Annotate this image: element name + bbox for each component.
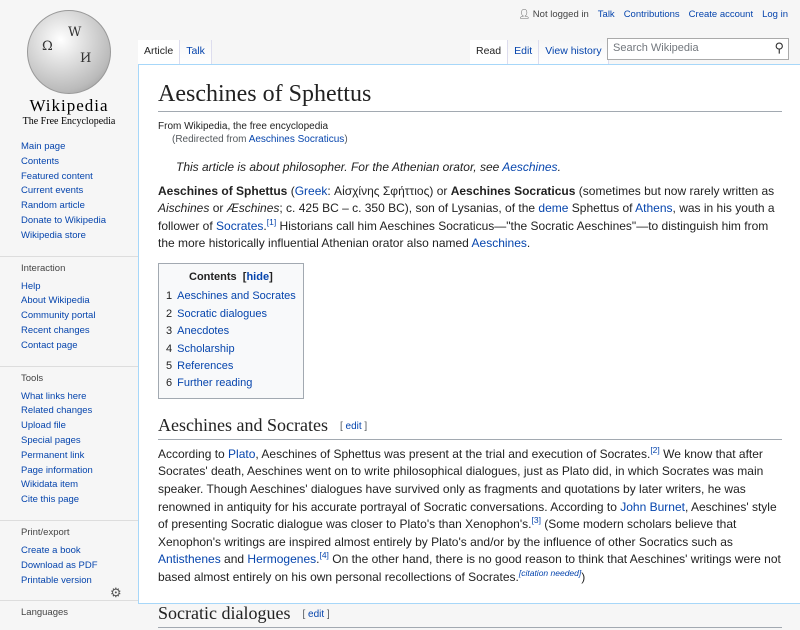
sidebar-item-cite-this-page[interactable]: Cite this page (21, 494, 80, 506)
bold-text: Aeschines Socraticus (450, 183, 576, 198)
intro-paragraph (158, 183, 782, 253)
sidebar-item-permanent-link[interactable]: Permanent link (21, 449, 85, 461)
text: ; c. 425 BC – c. 350 BC), son of Lysanias, of the (279, 201, 539, 216)
talk-link[interactable]: Talk (597, 9, 615, 20)
hatnote (158, 159, 782, 177)
wiki-link[interactable]: Greek (294, 183, 328, 198)
toc-number: 4 (166, 342, 173, 355)
article-content (138, 64, 800, 623)
wikipedia-logo[interactable] (10, 6, 128, 127)
section-heading: Socratic dialogues [ edit ] (158, 601, 782, 628)
wiki-link[interactable]: Plato (228, 446, 256, 461)
section-edit-link[interactable]: edit (308, 608, 325, 620)
text: On the other hand, there is no good reason to think that Aeschines' writings were not based almost entirely on his own personal recollections of Socrates. (158, 552, 781, 584)
wiki-link[interactable]: Athens (635, 201, 673, 216)
sidebar-item-community-portal[interactable]: Community portal (21, 310, 96, 322)
text: Historians call him Aeschines Socraticus—"the Socratic Aeschines"—to distinguish him from the more historically influential Athenian orator also named (158, 218, 769, 251)
globe-icon: Ω W И (27, 10, 111, 94)
text: ) (581, 569, 586, 584)
sidebar-item-create-a-book[interactable]: Create a book (21, 544, 81, 556)
sidebar-item-upload-file[interactable]: Upload file (21, 420, 66, 432)
text: We know that after Socrates' death, Aeschines went on to write philosophical dialogues, just as Plato did, in which Socrates was main speaker. Though Aeschines' dialogues have survived only as fragments and quotations by later writers, he was renowned in antiquity for his accurate portrayal of Socratic conversations. According to (158, 446, 764, 514)
italic-text: Æschines (226, 201, 280, 216)
text: . (526, 236, 531, 251)
sidebar-item-wikidata-item[interactable]: Wikidata item (21, 479, 79, 491)
citation-needed-link[interactable]: [citation needed] (518, 567, 582, 578)
toc-item[interactable] (166, 323, 296, 340)
reference-link[interactable]: [4] (319, 550, 329, 561)
text: , Aeschines of Sphettus was present at the trial and execution of Socrates. (255, 446, 651, 461)
sidebar-item-about-wikipedia[interactable]: About Wikipedia (21, 295, 90, 307)
wiki-link[interactable]: Antisthenes (158, 552, 221, 567)
sidebar-item-main-page[interactable]: Main page (21, 141, 66, 152)
text: or (209, 201, 227, 216)
section-paragraph (158, 446, 782, 587)
section-edit-link[interactable]: edit (345, 420, 362, 432)
toc-hide-toggle[interactable]: hide (246, 270, 270, 283)
personal-tools (518, 9, 788, 20)
page-title: Aeschines of Sphettus (158, 79, 782, 112)
sidebar-item-recent-changes[interactable]: Recent changes (21, 324, 90, 336)
gear-icon[interactable]: ⚙ (110, 585, 122, 600)
toc-link[interactable]: Socratic dialogues (177, 307, 268, 320)
text: . (263, 218, 267, 233)
text: , was in his youth a follower of (158, 201, 775, 233)
sidebar-item-wikipedia-store[interactable]: Wikipedia store (21, 229, 86, 241)
toc-link[interactable]: Anecdotes (177, 325, 230, 338)
section-heading: Aeschines and Socrates [ edit ] (158, 413, 782, 440)
toc-item[interactable] (166, 341, 296, 358)
tab-edit[interactable]: Edit (508, 40, 539, 65)
toc-item[interactable] (166, 358, 296, 375)
reference-link[interactable]: [3] (531, 515, 541, 526)
sidebar-item-what-links-here[interactable]: What links here (21, 390, 87, 402)
italic-text: Aischines (158, 201, 210, 216)
not-logged-in: 👤︎ Not logged in (518, 9, 589, 20)
search-icon[interactable]: ⚲ (774, 40, 784, 55)
text: This article is about philosopher. For the Athenian orator, see (176, 160, 503, 174)
toc-number: 3 (166, 325, 173, 338)
text: . (557, 160, 561, 174)
create-account-link[interactable]: Create account (688, 9, 754, 20)
toc-item[interactable] (166, 306, 296, 323)
languages-heading: Languages (21, 607, 69, 619)
search-placeholder: Search Wikipedia (613, 42, 699, 54)
toc-number: 2 (166, 307, 173, 320)
wiki-link[interactable]: Socrates (216, 218, 264, 233)
tab-talk[interactable]: Talk (180, 40, 212, 65)
sidebar-languages (0, 600, 138, 618)
toc-number: 1 (166, 290, 173, 303)
sidebar-item-related-changes[interactable]: Related changes (21, 405, 93, 417)
toc-title: Contents (189, 270, 237, 283)
wiki-link[interactable]: Aeschines (502, 160, 558, 174)
sidebar-item-printable-version[interactable]: Printable version (21, 574, 92, 586)
toc-link[interactable]: Further reading (177, 377, 253, 390)
wiki-link[interactable]: deme (538, 201, 569, 216)
text: According to (158, 446, 229, 461)
sidebar-item-random-article[interactable]: Random article (21, 200, 85, 212)
table-of-contents: Contents [hide] 1 Aeschines and Socrates 2 Socratic dialogues 3 Anecdotes 4 Scholarship 5 References 6 Further reading (158, 263, 304, 399)
login-link[interactable]: Log in (762, 9, 788, 20)
search-input[interactable] (607, 38, 789, 60)
tab-read[interactable]: Read (470, 40, 508, 65)
text: and (220, 552, 248, 567)
reference-link[interactable]: [1] (266, 216, 277, 227)
sidebar-item-contact-page[interactable]: Contact page (21, 339, 78, 351)
site-sub: From Wikipedia, the free encyclopedia (158, 121, 329, 132)
sidebar-item-download-as-pdf[interactable]: Download as PDF (21, 559, 98, 571)
toc-item[interactable] (166, 375, 296, 392)
toc-item[interactable] (166, 288, 296, 305)
bold-text: Aeschines of Sphettus (158, 183, 288, 198)
user-icon: 👤︎ (518, 9, 533, 20)
sidebar-tools (0, 366, 138, 508)
logo-tagline: The Free Encyclopedia (22, 116, 116, 127)
text: ( (287, 183, 295, 198)
toc-number: 5 (166, 360, 173, 372)
text: , Aeschines' style of presenting Socratic dialogue was closer to Plato's than Xenophon's. (158, 499, 777, 532)
wiki-link[interactable]: Aeschines (471, 236, 527, 251)
interaction-heading: Interaction (21, 262, 66, 274)
sidebar-item-contents[interactable]: Contents (21, 155, 60, 167)
tab-view-history[interactable]: View history (539, 40, 608, 65)
redirect-notice: (Redirected from Aeschines Socraticus) (172, 134, 348, 145)
text: Sphettus of (568, 201, 636, 216)
toc-link[interactable]: Scholarship (177, 342, 235, 355)
toc-link[interactable]: References (177, 360, 234, 372)
sidebar-item-current-events[interactable]: Current events (21, 185, 84, 197)
text: (Some modern scholars believe that Xenophon's writings are inspired almost entirely by Plato's and/or by the influence of other Socratics such as (158, 517, 737, 549)
tab-article[interactable]: Article (138, 40, 180, 65)
reference-link[interactable]: [2] (650, 444, 660, 455)
sidebar-item-page-information[interactable]: Page information (21, 464, 93, 476)
redirect-link[interactable]: Aeschines Socraticus (248, 134, 345, 145)
logo-wordmark: Wikipedia (29, 96, 109, 115)
sidebar-item-special-pages[interactable]: Special pages (21, 434, 81, 446)
text: (sometimes but now rarely written as (575, 183, 775, 198)
toc-link[interactable]: Aeschines and Socrates (177, 290, 296, 303)
toc-number: 6 (166, 377, 173, 390)
text: : Αἰσχίνης Σφήττιος) or (327, 183, 451, 198)
sidebar-navigation (0, 140, 138, 244)
print-heading: Print/export (21, 526, 70, 538)
sidebar-print (0, 520, 138, 588)
text: . (316, 552, 320, 567)
sidebar-interaction (0, 256, 138, 354)
wiki-link[interactable]: John Burnet (620, 499, 685, 514)
sidebar-item-donate-to-wikipedia[interactable]: Donate to Wikipedia (21, 214, 107, 226)
wiki-link[interactable]: Hermogenes (247, 552, 317, 567)
sidebar-item-featured-content[interactable]: Featured content (21, 170, 93, 182)
tools-heading: Tools (21, 372, 44, 384)
contributions-link[interactable]: Contributions (623, 9, 680, 20)
sidebar-item-help[interactable]: Help (21, 280, 41, 292)
